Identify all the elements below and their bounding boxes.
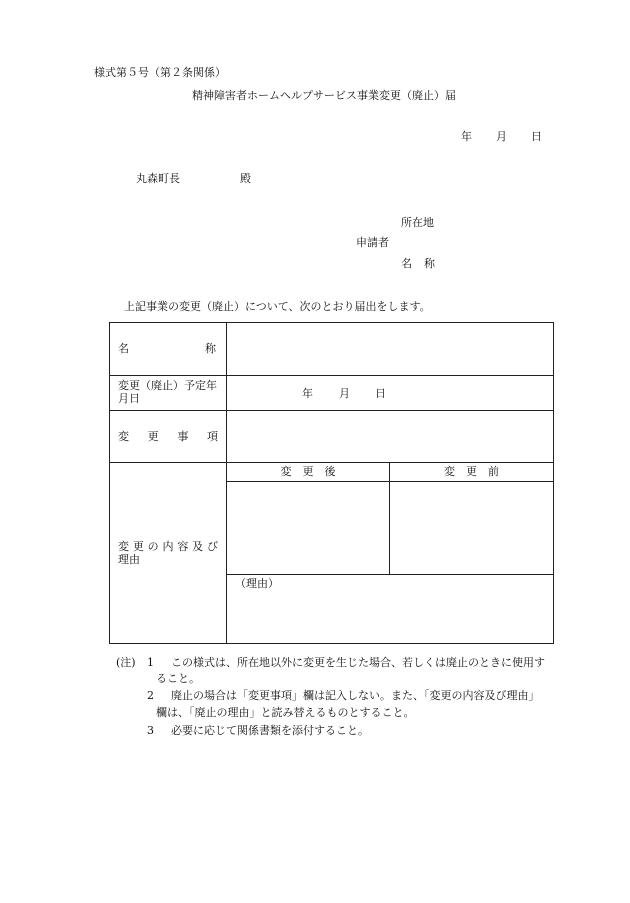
after-value-cell[interactable] <box>227 482 390 575</box>
before-header: 変 更 前 <box>390 463 554 482</box>
planned-date-day: 日 <box>375 387 386 400</box>
reason-label: （理由） <box>235 577 279 590</box>
date-day-label: 日 <box>531 130 542 143</box>
change-items-char: 更 <box>147 429 159 443</box>
table-row <box>110 411 554 463</box>
change-items-value-cell[interactable] <box>227 411 554 463</box>
applicant-name-label-2: 称 <box>424 257 435 270</box>
note-text-continued: ること。 <box>156 672 200 685</box>
notification-table <box>109 322 554 644</box>
change-items-char: 変 <box>118 429 129 443</box>
reason-cell[interactable] <box>227 575 554 644</box>
table-row <box>110 376 554 411</box>
addressee-name: 丸森町長 <box>136 172 180 185</box>
note-number: 2 <box>147 689 154 702</box>
note-text: この様式は、所在地以外に変更を生じた場合、若しくは廃止のときに使用す <box>171 656 545 669</box>
content-label-char: 及 <box>192 539 204 553</box>
planned-date-label: 変更（廃止）予定年月日 <box>110 376 227 411</box>
change-items-label-cell <box>110 411 227 463</box>
change-items-char: 項 <box>206 429 218 443</box>
applicant-name-label-1: 名 <box>401 257 412 270</box>
date-month-label: 月 <box>496 130 507 143</box>
planned-date-value-cell[interactable] <box>227 376 554 411</box>
location-label: 所在地 <box>401 216 434 229</box>
content-label-char: び <box>206 539 218 553</box>
name-label-char: 称 <box>205 342 216 356</box>
applicant-label: 申請者 <box>356 236 389 249</box>
before-value-cell[interactable] <box>390 482 554 575</box>
content-label-char: 更 <box>132 539 144 553</box>
content-label-char: 容 <box>177 539 189 553</box>
note-number: 3 <box>147 724 154 737</box>
form-number: 様式第５号（第２条関係） <box>94 66 226 79</box>
intro-text: 上記事業の変更（廃止）について、次のとおり届出をします。 <box>124 300 431 313</box>
planned-date-year: 年 <box>302 387 313 400</box>
notes-prefix: (注) <box>116 656 136 669</box>
name-label-char: 名 <box>118 342 129 356</box>
note-text: 必要に応じて関係書類を添付すること。 <box>171 724 369 737</box>
note-number: 1 <box>147 656 154 669</box>
content-label-char: 内 <box>162 539 174 553</box>
note-text: 廃止の場合は「変更事項」欄は記入しない。また、「変更の内容及び理由」 <box>171 689 540 702</box>
table-row <box>110 323 554 376</box>
content-label-char: の <box>147 539 159 553</box>
content-label-char: 変 <box>118 539 129 553</box>
date-year-label: 年 <box>461 130 472 143</box>
document-title: 精神障害者ホームヘルプサービス事業変更（廃止）届 <box>192 89 456 102</box>
note-text-continued: 欄は、「廃止の理由」と読み替えるものとすること。 <box>156 706 415 719</box>
name-label-cell <box>110 323 227 376</box>
addressee-honorific: 殿 <box>240 172 251 185</box>
change-content-label-cell <box>110 463 227 644</box>
content-label-line2: 理由 <box>118 553 140 566</box>
table-row <box>110 463 554 482</box>
change-items-char: 事 <box>177 429 189 443</box>
planned-date-month: 月 <box>339 387 350 400</box>
name-value-cell[interactable] <box>227 323 554 376</box>
after-header: 変 更 後 <box>227 463 390 482</box>
